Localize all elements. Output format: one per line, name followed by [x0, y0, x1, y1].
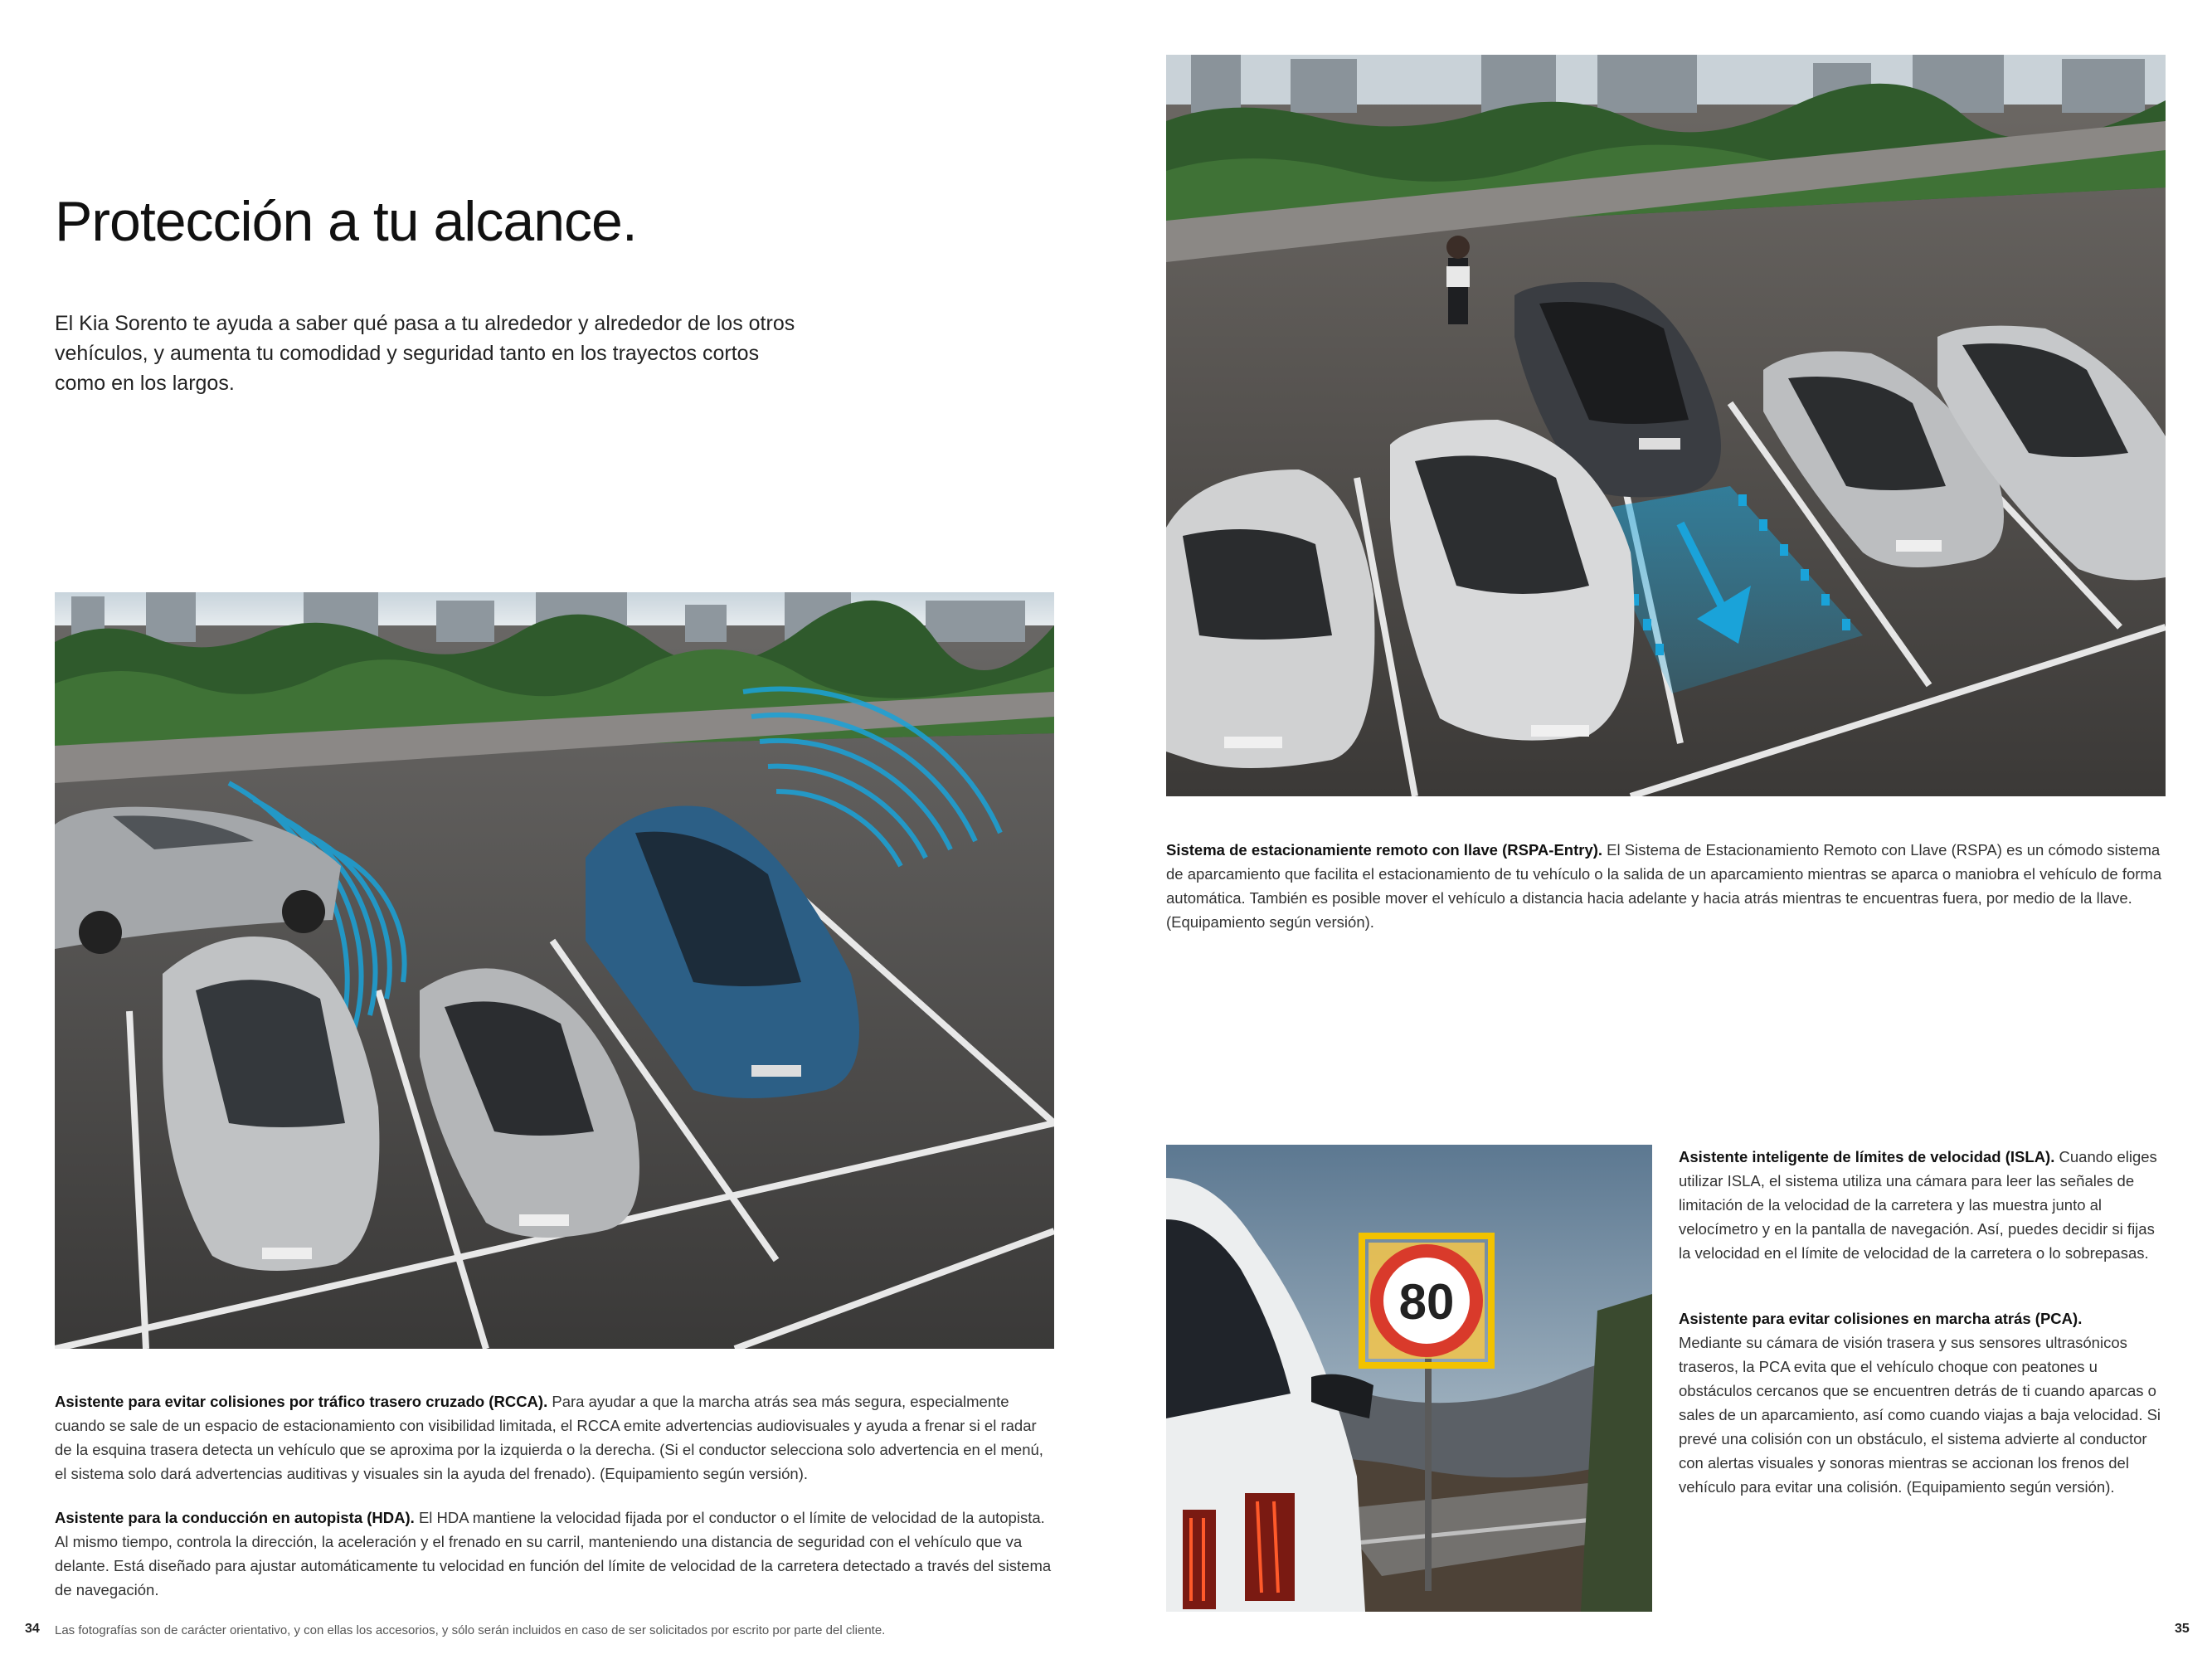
- isla-heading: Asistente inteligente de límites de velocidad (ISLA).: [1679, 1148, 2055, 1165]
- footer-disclaimer: Las fotografías son de carácter orientativo, y con ellas los accesorios, y sólo serán incluidos en caso de ser solicitados por escrito por parte del cliente.: [55, 1623, 886, 1637]
- intro-paragraph: El Kia Sorento te ayuda a saber qué pasa a tu alrededor y alrededor de los otros vehículos, y aumenta tu comodidad y seguridad tanto en los trayectos cortos como en los largos.: [55, 312, 795, 395]
- rcca-body: Para ayudar a que la marcha atrás sea más segura, especialmente cuando se sale de un espacio de estacionamiento con visibilidad limitada, el RCCA emite advertencias audiovisuales y ayuda a frenar si el radar de la esquina trasera detecta un vehículo que se aproxima por la izquierda o la derecha. (Si el conductor selecciona solo advertencia en el menú, el sistema solo dará advertencias auditivas y visuales sin la ayuda del frenado). (Equipamiento según versión).: [55, 1393, 1043, 1482]
- rspa-photo: [1166, 55, 2166, 796]
- speed-sign-number: 80: [1398, 1274, 1455, 1330]
- hda-body: El HDA mantiene la velocidad fijada por el conductor o el límite de velocidad de la autopista. Al mismo tiempo, controla la dirección, la aceleración y el frenado en su carril, manteniendo una distancia de seguridad con el vehículo que va delante. Está diseñado para ajustar automáticamente tu velocidad en función del límite de velocidad de la carretera detectado a través del sistema de navegación.: [55, 1509, 1052, 1598]
- page-title: Protección a tu alcance.: [55, 190, 637, 253]
- rspa-body: El Sistema de Estacionamiento Remoto con Llave (RSPA) es un cómodo sistema de aparcamiento que facilita el estacionamiento de tu vehículo o la salida de un aparcamiento mientras se aparca o maniobra el vehículo de forma automática. También es posible mover el vehículo a distancia hacia adelante y hacia atrás mientras te encuentras fuera, por medio de la llave. (Equipamiento según versión).: [1166, 841, 2162, 931]
- page-number-right: 35: [2175, 1622, 2190, 1636]
- rspa-paragraph: [1166, 838, 2166, 934]
- rcca-heading: Asistente para evitar colisiones por tráfico trasero cruzado (RCCA).: [55, 1393, 548, 1410]
- pca-body: Mediante su cámara de visión trasera y sus sensores ultrasónicos traseros, la PCA evita que el vehículo choque con peatones u obstáculos cercanos que se encuentren detrás de ti cuando aparcas o sales de un aparcamiento, así como cuando viajas a baja velocidad. Si prevé una colisión con un obstáculo, el sistema advierte al conductor con alertas visuales y sonoras mientras se accionan los frenos del vehículo para evitar una colisión. (Equipamiento según versión).: [1679, 1334, 2161, 1496]
- rcca-photo: [55, 592, 1054, 1349]
- pca-paragraph: [1679, 1306, 2168, 1499]
- isla-photo: [1166, 1145, 1652, 1612]
- isla-body: Cuando eliges utilizar ISLA, el sistema utiliza una cámara para leer las señales de limitación de la velocidad de la carretera y las muestra junto al velocímetro y en la pantalla de navegación. Así, puedes decidir si fijas la velocidad en el límite de velocidad de la carretera o lo sobrepasas.: [1679, 1148, 2157, 1262]
- rcca-paragraph: [55, 1389, 1054, 1486]
- rspa-heading: Sistema de estacionamiente remoto con llave (RSPA-Entry).: [1166, 841, 1603, 859]
- hda-paragraph: [55, 1506, 1054, 1602]
- pca-heading: Asistente para evitar colisiones en marcha atrás (PCA).: [1679, 1310, 2083, 1327]
- isla-paragraph: [1679, 1145, 2168, 1265]
- hda-heading: Asistente para la conducción en autopista (HDA).: [55, 1509, 415, 1526]
- page-number-left: 34: [25, 1622, 40, 1636]
